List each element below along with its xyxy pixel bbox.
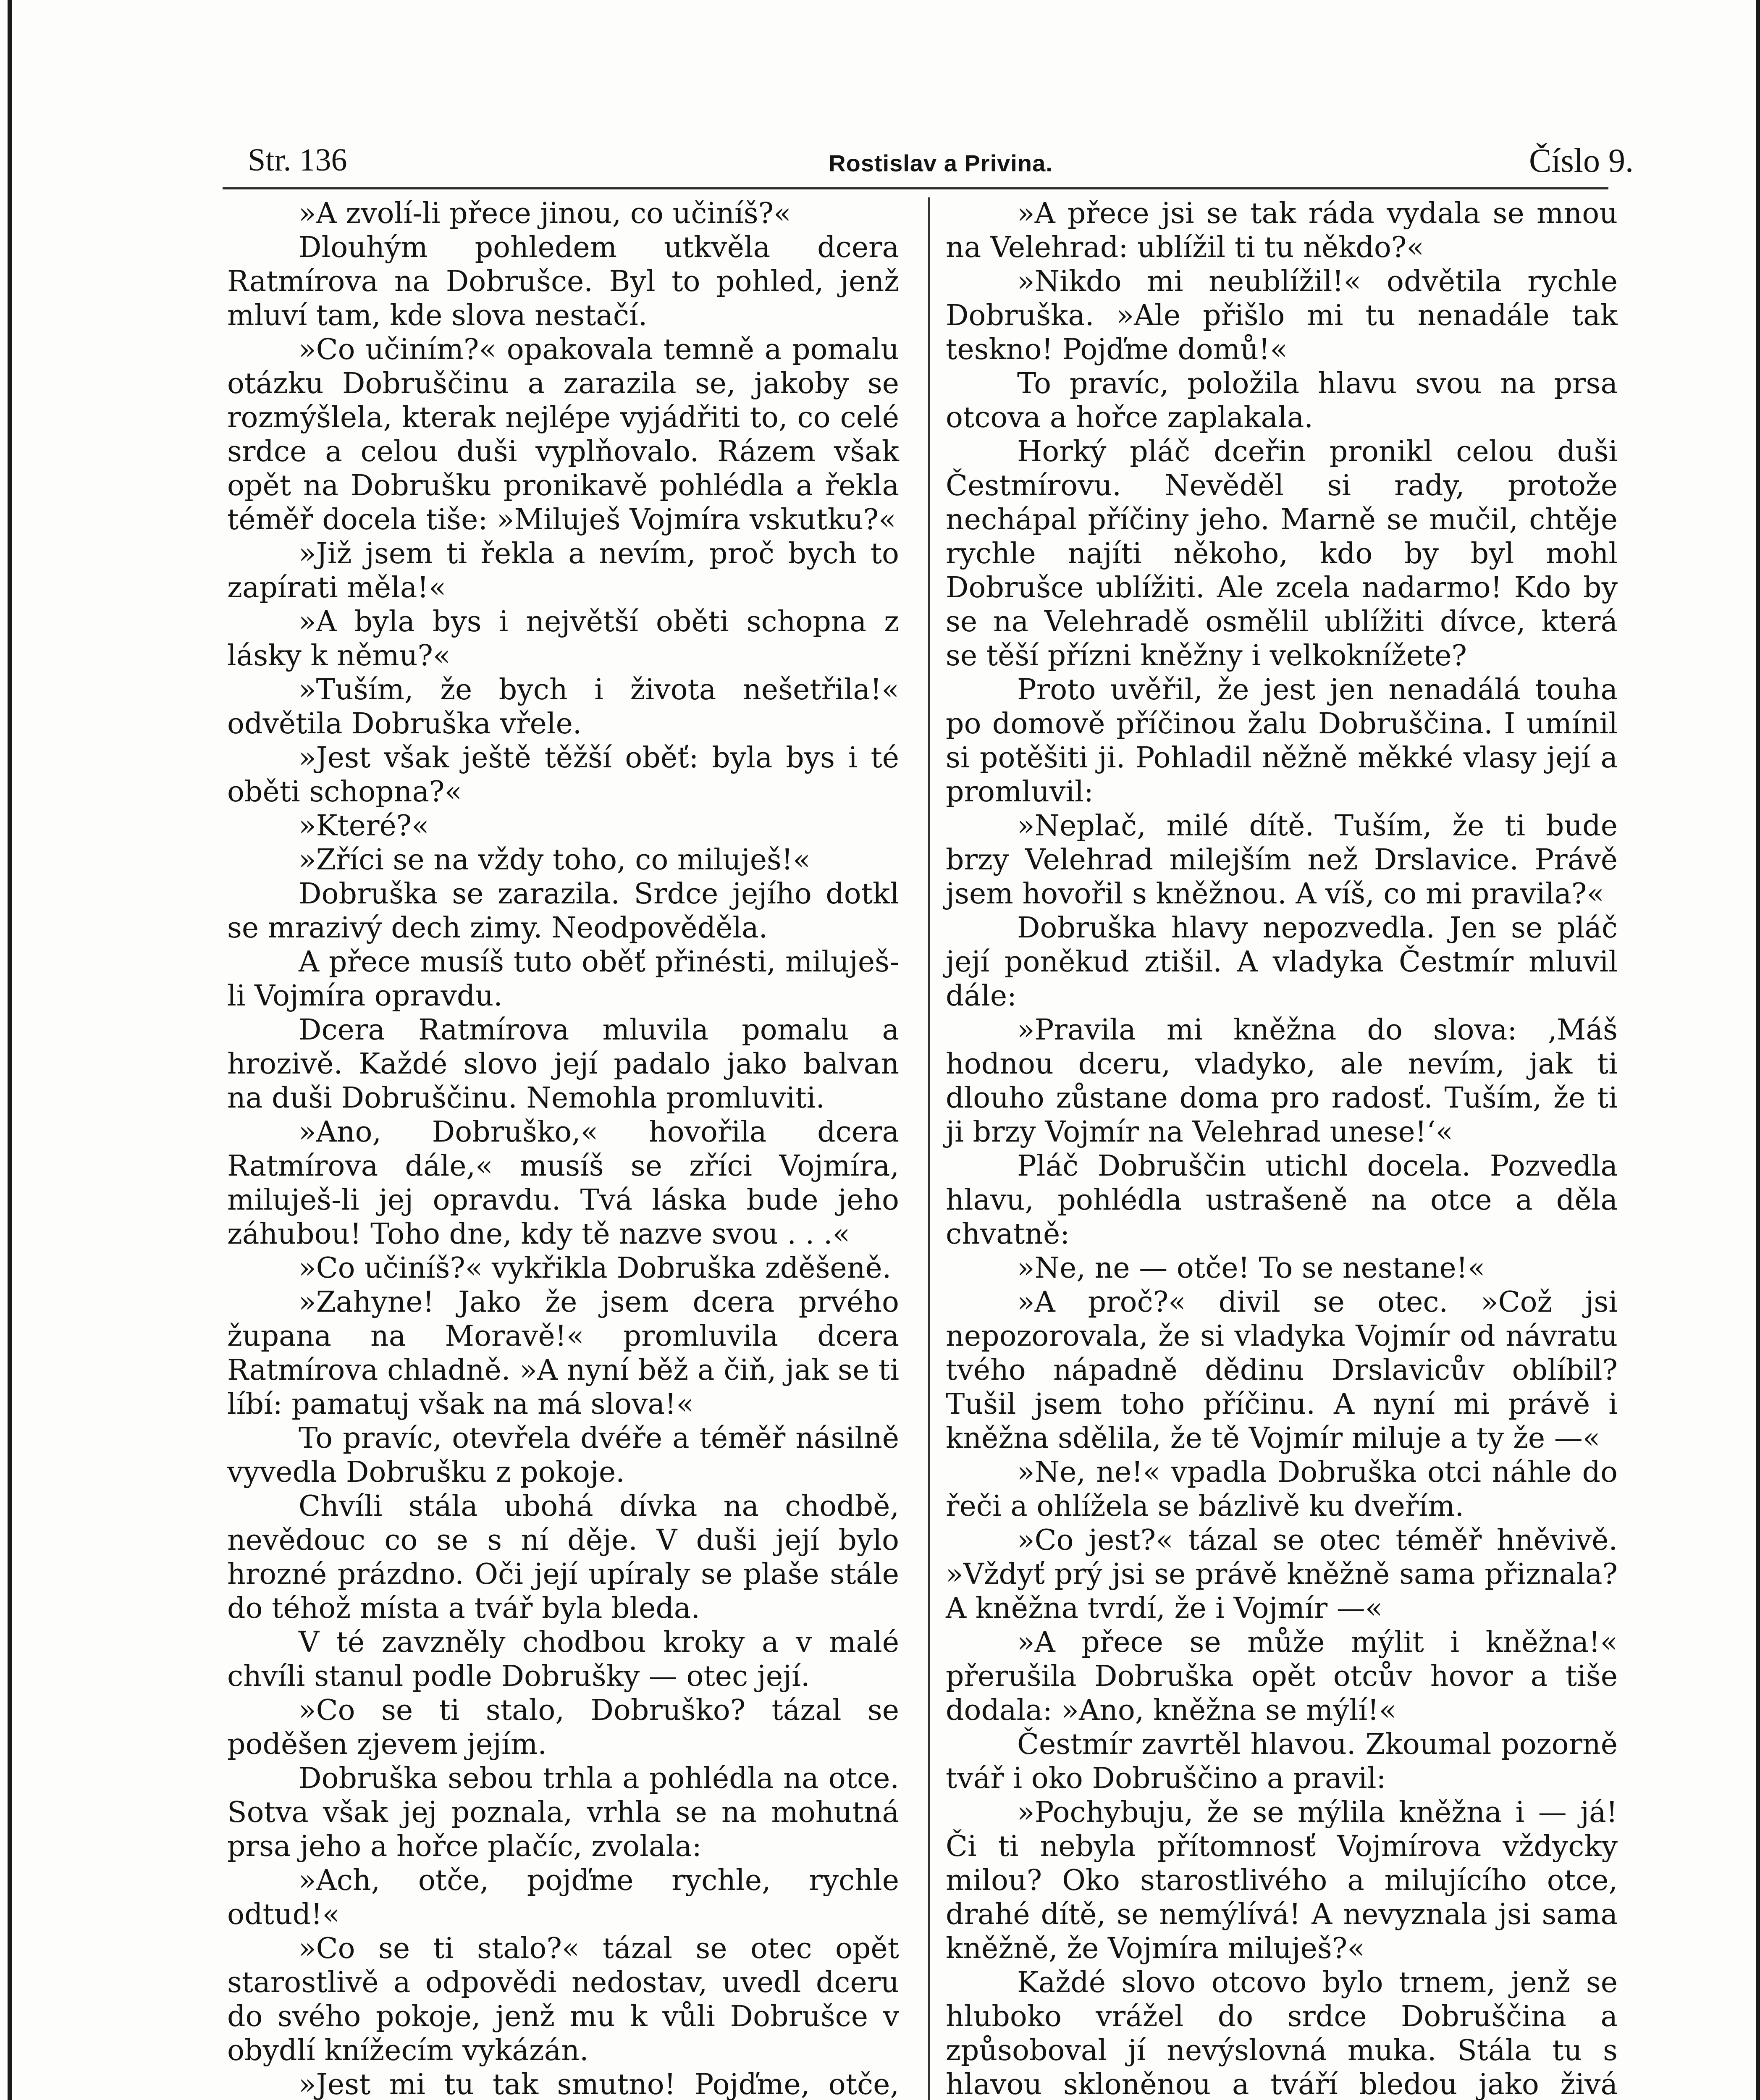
paragraph: »A přece se může mýlit i kněžna!« přerušila Dobruška opět otcův hovor a tiše dodala: »Ano, kněžna se mýlí!« — [946, 1626, 1618, 1727]
paragraph: V té zavzněly chodbou kroky a v malé chvíli stanul podle Dobrušky — otec její. — [227, 1626, 899, 1693]
right-column — [946, 197, 1618, 2100]
paragraph: »Které?« — [299, 809, 429, 843]
paragraph: »Co učiním?« opakovala temně a pomalu otázku Dobruščinu a zarazila se, jakoby se rozmýšlela, kterak nejlépe vyjádřiti to, co celé srdce a celou duši vyplňovalo. Rázem však opět na Dobrušku pronikavě pohlédla a řekla téměř docela tiše: »Miluješ Vojmíra vskutku?« — [227, 333, 899, 536]
paragraph: »Zříci se na vždy toho, co miluješ!« — [299, 843, 810, 877]
paragraph: »Jest však ještě těžší oběť: byla bys i té oběti schopna?« — [227, 741, 899, 808]
paragraph: Dobruška sebou trhla a pohlédla na otce. Sotva však jej poznala, vrhla se na mohutná prsa jeho a hořce plačíc, zvolala: — [227, 1762, 899, 1863]
paragraph: Čestmír zavrtěl hlavou. Zkoumal pozorně tvář i oko Dobruščino a pravil: — [946, 1728, 1618, 1795]
scan-edge-left — [8, 0, 12, 2100]
paragraph: Horký pláč dceřin pronikl celou duši Čestmírovu. Nevěděl si rady, protože nechápal příčiny jeho. Marně se mučil, chtěje rychle najíti někoho, kdo by byl mohl Dobrušce ublížiti. Ale zcela nadarmo! Kdo by se na Velehradě osmělil ublížiti dívce, která se těší přízni kněžny i velkoknížete? — [946, 435, 1618, 672]
paragraph: »Nikdo mi neublížil!« odvětila rychle Dobruška. »Ale přišlo mi tu nenadále tak teskno! Pojďme domů!« — [946, 265, 1618, 366]
paragraph: Dobruška hlavy nepozvedla. Jen se pláč její poněkud ztišil. A vladyka Čestmír mluvil dále: — [946, 911, 1618, 1013]
paragraph: »Neplač, milé dítě. Tuším, že ti bude brzy Velehrad milejším než Drslavice. Právě jsem hovořil s kněžnou. A víš, co mi pravila?« — [946, 809, 1618, 911]
paragraph: Pláč Dobruščin utichl docela. Pozvedla hlavu, pohlédla ustrašeně na otce a děla chvatně: — [946, 1150, 1618, 1251]
column-divider — [928, 197, 930, 2100]
paragraph: »A zvolí-li přece jinou, co učiníš?« — [299, 197, 791, 230]
paragraph: To pravíc, otevřela dvéře a téměř násilně vyvedla Dobrušku z pokoje. — [227, 1422, 899, 1489]
paragraph: Dlouhým pohledem utkvěla dcera Ratmírova na Dobrušce. Byl to pohled, jenž mluví tam, kde slova nestačí. — [227, 231, 899, 332]
paragraph: A přece musíš tuto oběť přinésti, miluješ-li Vojmíra opravdu. — [227, 945, 899, 1013]
header-rule — [223, 187, 1608, 189]
paragraph: »Co jest?« tázal se otec téměř hněvivě. »Vždyť prý jsi se právě kněžně sama přiznala? A kněžna tvrdí, že i Vojmír —« — [946, 1524, 1618, 1625]
paragraph: »Pravila mi kněžna do slova: ‚Máš hodnou dceru, vladyko, ale nevím, jak ti dlouho zůstane doma pro radosť. Tuším, že ti ji brzy Vojmír na Velehrad unese!‘« — [946, 1013, 1618, 1149]
paragraph: Chvíli stála ubohá dívka na chodbě, nevědouc co se s ní děje. V duši její bylo hrozné prázdno. Oči její upíraly se plaše stále do téhož místa a tvář byla bleda. — [227, 1490, 899, 1625]
paragraph: »A proč?« divil se otec. »Což jsi nepozorovala, že si vladyka Vojmír od návratu tvého nápadně dědinu Drslavicův oblíbil? Tušil jsem toho příčinu. A nyní mi právě i kněžna sdělila, že tě Vojmír miluje a ty že —« — [946, 1286, 1618, 1455]
paragraph: »Co se ti stalo?« tázal se otec opět starostlivě a odpovědi nedostav, uvedl dceru do svého pokoje, jenž mu k vůli Dobrušce v obydlí knížecím vykázán. — [227, 1932, 899, 2067]
paragraph: »Ach, otče, pojďme rychle, rychle odtud!« — [227, 1864, 899, 1931]
paragraph: »Jest mi tu tak smutno! Pojďme, otče, — [299, 2068, 899, 2100]
paragraph: »Tuším, že bych i života nešetřila!« odvětila Dobruška vřele. — [227, 673, 899, 740]
running-title: Rostislav a Privina. — [829, 150, 1053, 176]
paragraph: Dcera Ratmírova mluvila pomalu a hrozivě. Každé slovo její padalo jako balvan na duši Dobruščinu. Nemohla promluviti. — [227, 1013, 899, 1115]
issue-number: Číslo 9. — [1529, 142, 1634, 179]
paragraph: »Ano, Dobruško,« hovořila dcera Ratmírova dále,« musíš se zříci Vojmíra, miluješ-li jej opravdu. Tvá láska bude jeho záhubou! Toho dne, kdy tě nazve svou . . .« — [227, 1116, 899, 1251]
paragraph: »Pochybuju, že se mýlila kněžna i — já! Či ti nebyla přítomnosť Vojmírova vždycky milou? Oko starostlivého a milujícího otce, drahé dítě, se nemýlívá! A nevyznala jsi sama kněžně, že Vojmíra miluješ?« — [946, 1796, 1618, 1965]
scan-edge-right — [1756, 0, 1760, 2100]
running-header — [248, 134, 1634, 184]
paragraph: »Co se ti stalo, Dobruško? tázal se poděšen zjevem jejím. — [227, 1694, 899, 1761]
paragraph: »Co učiníš?« vykřikla Dobruška zděšeně. — [299, 1252, 892, 1285]
paragraph: Každé slovo otcovo bylo trnem, jenž se hluboko vrážel do srdce Dobruščina a způsoboval jí nevýslovná muka. Stála tu s hlavou skloněnou a tváří bledou jako živá — [946, 1966, 1618, 2100]
page-number: Str. 136 — [248, 142, 347, 178]
paragraph: »A přece jsi se tak ráda vydala se mnou na Velehrad: ublížil ti tu někdo?« — [946, 197, 1618, 264]
left-column — [227, 197, 899, 2100]
paragraph: »Ne, ne!« vpadla Dobruška otci náhle do řeči a ohlížela se bázlivě ku dveřím. — [946, 1456, 1618, 1523]
paragraph: »Již jsem ti řekla a nevím, proč bych to zapírati měla!« — [227, 537, 899, 604]
paragraph: »Zahyne! Jako že jsem dcera prvého župana na Moravě!« promluvila dcera Ratmírova chladně. »A nyní běž a čiň, jak se ti líbí: pamatuj však na má slova!« — [227, 1286, 899, 1421]
paragraph: Dobruška se zarazila. Srdce jejího dotkl se mrazivý dech zimy. Neodpověděla. — [227, 877, 899, 945]
paragraph: Proto uvěřil, že jest jen nenadálá touha po domově příčinou žalu Dobruščina. I umínil si potěšiti ji. Pohladil něžně měkké vlasy její a promluvil: — [946, 673, 1618, 808]
paragraph: »A byla bys i největší oběti schopna z lásky k němu?« — [227, 605, 899, 672]
paragraph: »Ne, ne — otče! To se nestane!« — [1017, 1252, 1485, 1285]
paragraph: To pravíc, položila hlavu svou na prsa otcova a hořce zaplakala. — [946, 367, 1618, 434]
